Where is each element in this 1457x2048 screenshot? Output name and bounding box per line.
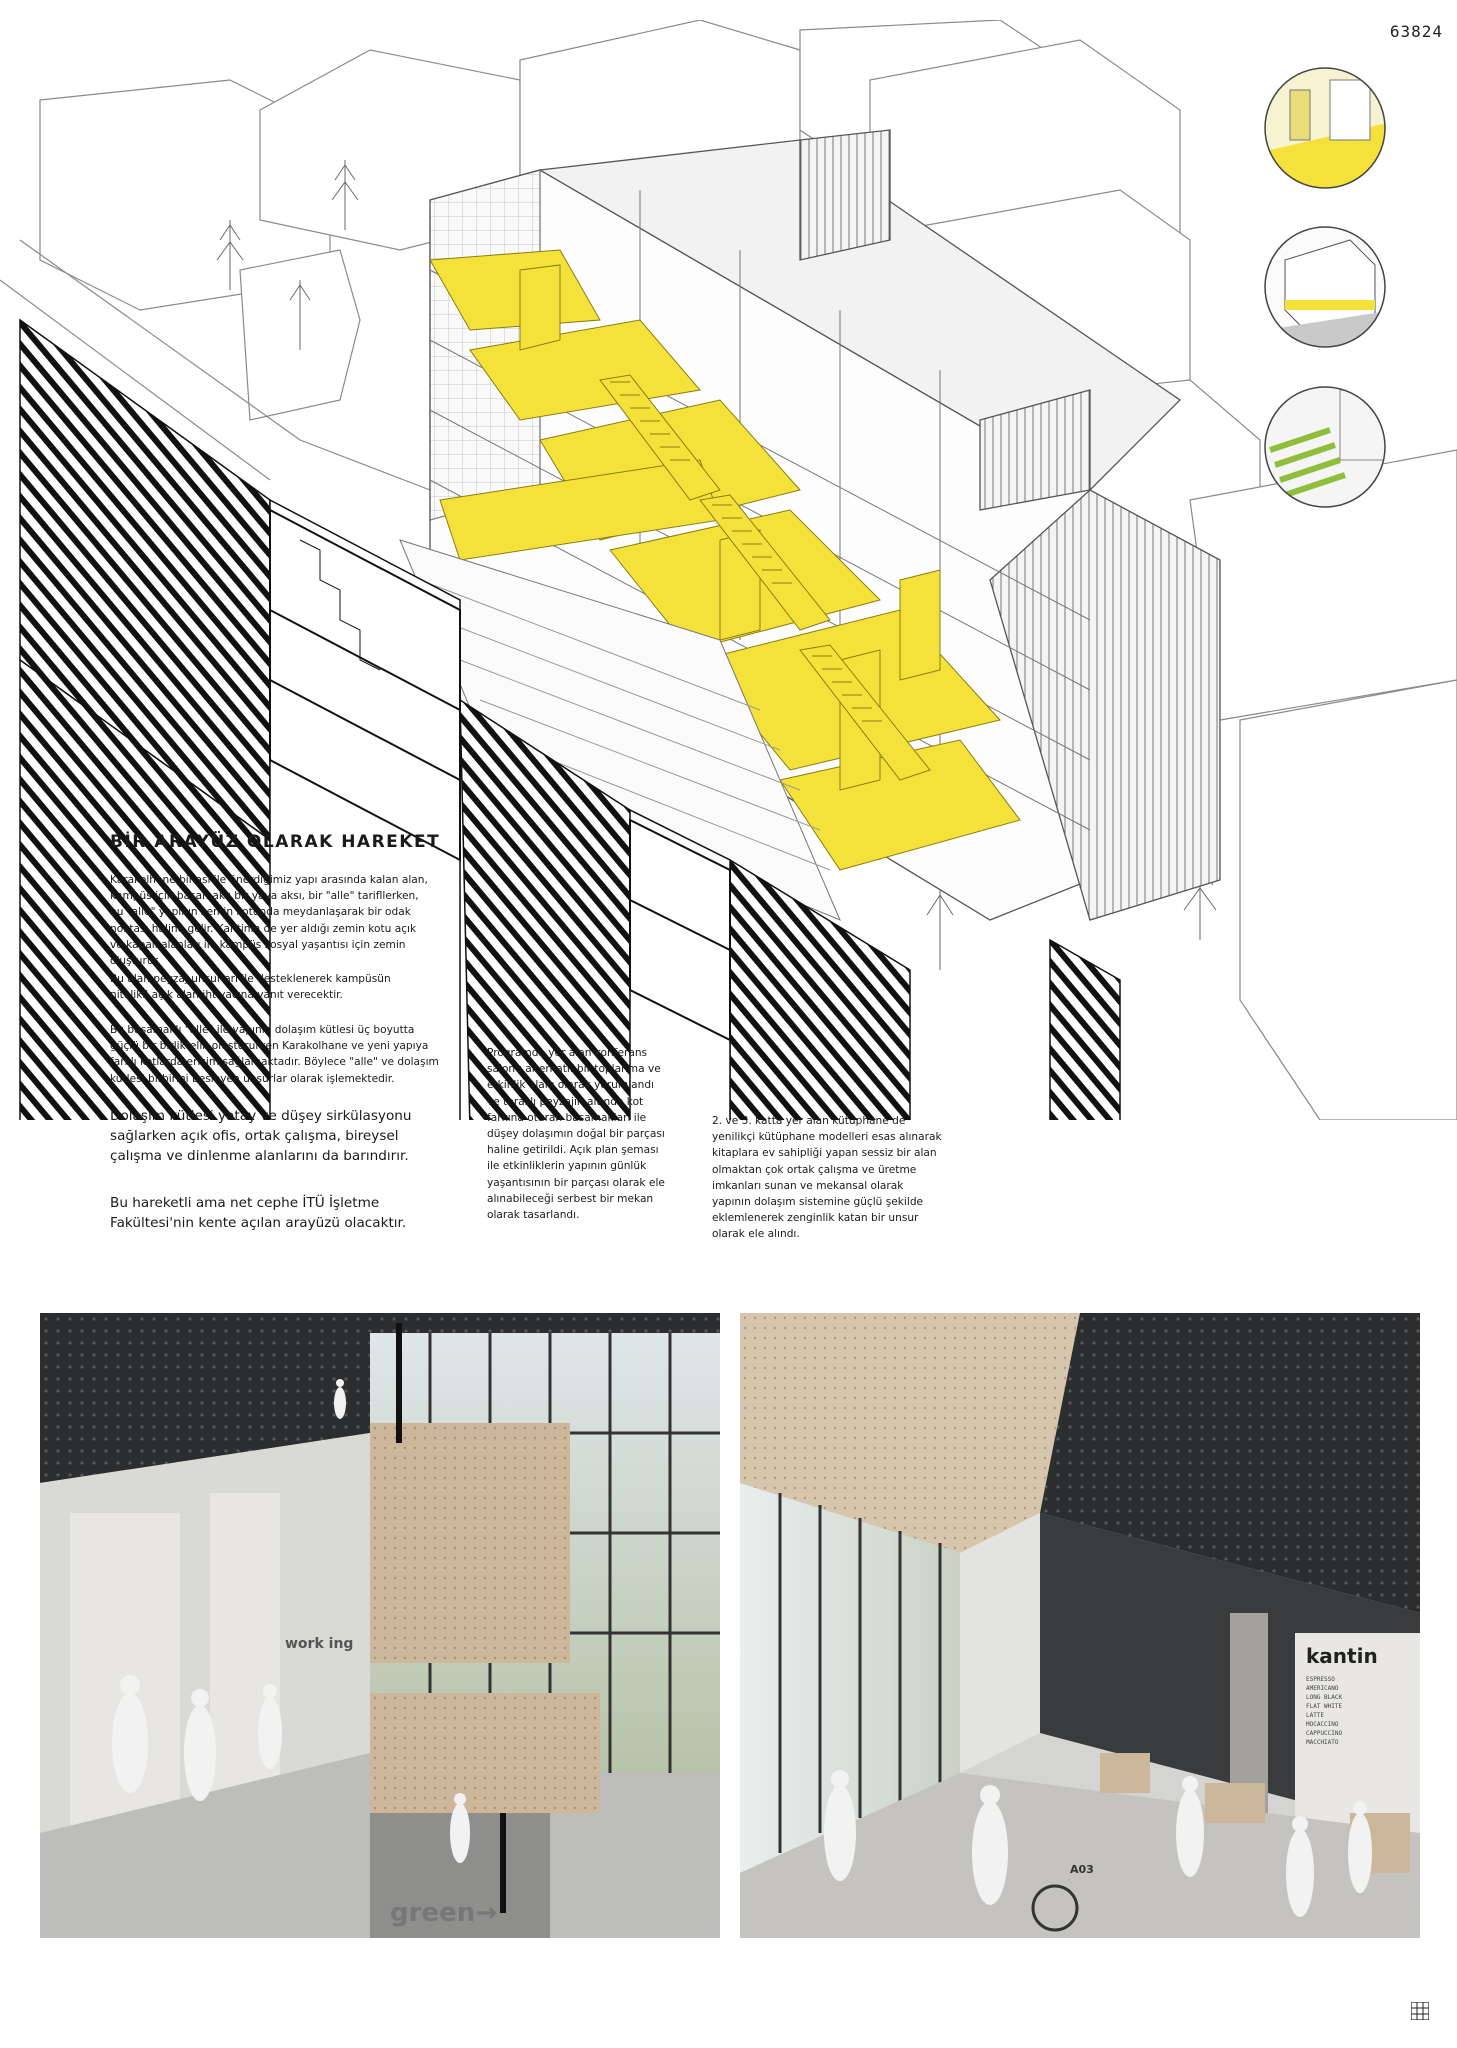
paragraph-landscape: Bu alan peyzaj unsurları ile desteklenerek kampüsün nitelikli açık alan ihtiyacına yanıt verecektir. [110,973,391,1002]
vignette-terraces [1260,380,1400,520]
sheet-number: 63824 [1389,22,1443,41]
interior-render-atrium [40,1313,720,1938]
kantin-menu-item: LONG BLACK [1306,1694,1343,1701]
kantin-menu-item: MACCHIATO [1306,1739,1339,1746]
paragraph-circulation-mass: Dolaşım kütlesi yatay ve düşey sirkülasyonu sağlarken açık ofis, ortak çalışma, bireysel çalışma ve dinlenme alanlarını da barındırır. [110,1108,412,1164]
kantin-menu-item: ESPRESSO [1306,1676,1335,1683]
floor-text-a03: A03 [1070,1863,1094,1876]
corner-mark [1411,2002,1429,2020]
paragraph-library: 2. ve 3. katta yer alan kütüphane de yenilikçi kütüphane modelleri esas alınarak kitaplara ev sahipliği yapan sessiz bir alan olmaktan çok ortak çalışma ve üretme imkanları sunan ve mekansal olarak yapının dolaşım sistemine güçlü şekilde eklemlenerek zenginlik katan bir unsur olarak ele alındı. [712,1115,942,1241]
wall-sign-working: work ing [285,1636,354,1652]
vignette-pavilion [1260,220,1400,360]
kantin-menu-item: CAPPUCCINO [1306,1730,1343,1737]
wood-perforated-box [370,1423,570,1663]
kantin-menu-item: FLAT WHITE [1306,1703,1343,1710]
floor-text-green: green→ [390,1898,497,1928]
kantin-menu-item: MOCACCINO [1306,1721,1339,1728]
paragraph-facade: Bu hareketli ama net cephe İTÜ İşletme Fakültesi'nin kente açılan arayüzü olacaktır. [110,1195,407,1231]
section-title: BİR ARAYÜZ OLARAK HAREKET [110,832,441,852]
kantin-menu-item: LATTE [1306,1712,1325,1719]
paragraph-alle: Karakolhane binası ile önerdiğimiz yapı arasında kalan alan, kampüs için basamaklı bir yaya aksı, bir "alle" tarifllerken, bu "alle" yapının zemin kotunda meydanlaşarak bir odak noktası haline gelir. Kantinin de yer aldığı zemin kotu açık ve kapalı alanları ile kampüs sosyal yaşantısı için zemin oluşturur. [110,874,428,968]
kantin-menu-item: AMERICANO [1306,1685,1339,1692]
interior-render-kantin [740,1313,1420,1938]
paragraph-conference-hall: Programda yer alan konferans salonu alternatif bir toplanma ve etkinlik alanı olarak yorumlandı ve teraslı peyzajın altında kot farkına oturan basamakları ile düşey dolaşımın doğal bir parçası haline getirildi. Açık plan şeması ile etkinliklerin yapının günlük yaşantısının bir parçası olarak ele alınabileceği serbest bir mekan olarak tasarlandı. [487,1047,665,1222]
paragraph-circulation: Bu basamaklı "alle" ile yapının dolaşım kütlesi üç boyutta güçlü bir birliktelik oluştururken Karakolhane ve yeni yapıya farklı kotlarda erişim sağlamaktadır. Böylece "alle" ve dolaşım kütlesi birbirini besleyen unsurlar olarak işlemektedir. [110,1024,439,1085]
kantin-sign-title: kantin [1306,1644,1378,1668]
vignette-library [1260,60,1400,200]
